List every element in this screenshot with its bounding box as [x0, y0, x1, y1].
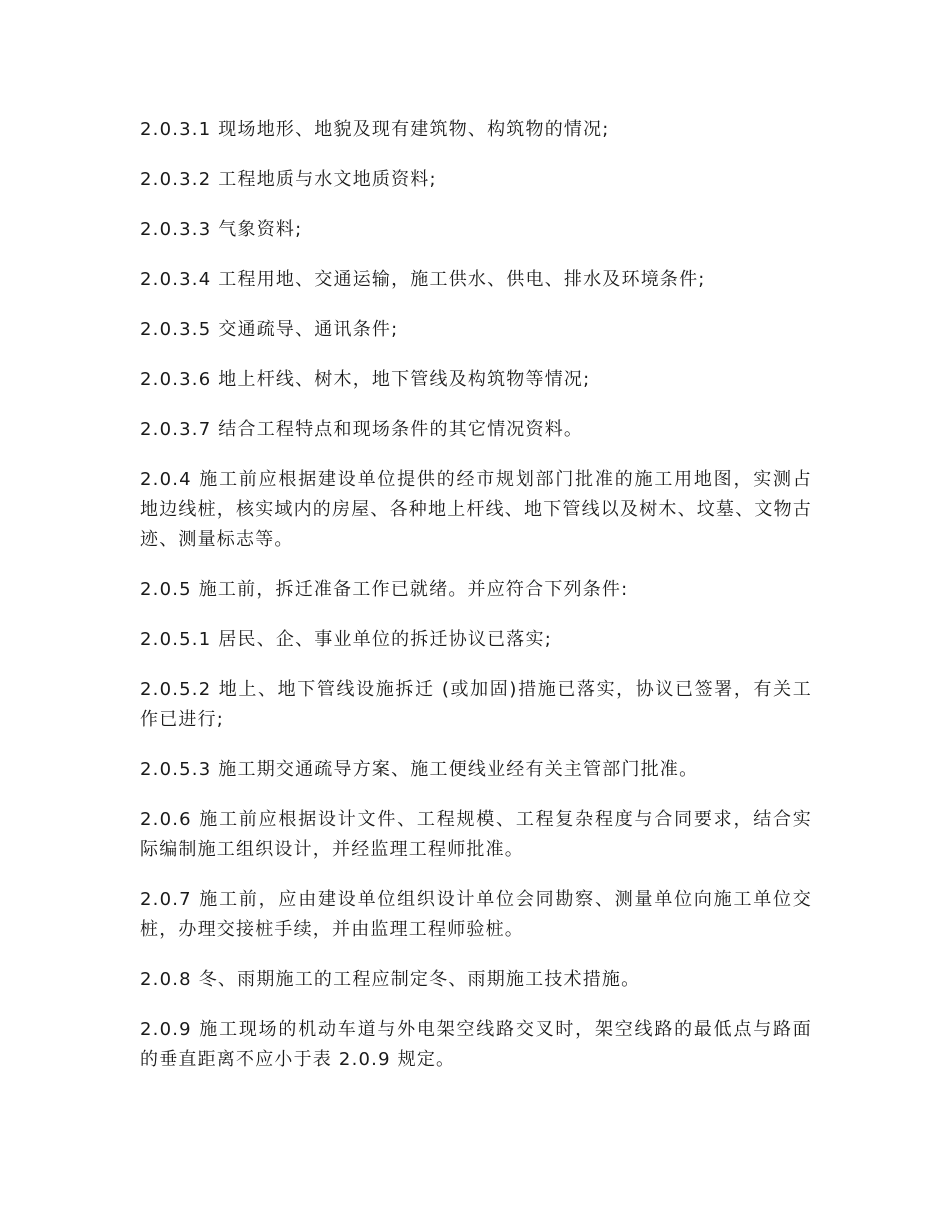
- clause-2-0-5-2: 2.0.5.2 地上、地下管线设施拆迁 (或加固)措施已落实，协议已签署，有关工作已进行;: [140, 679, 812, 730]
- clause-2-0-7: 2.0.7 施工前，应由建设单位组织设计单位会同勘察、测量单位向施工单位交桩，办理交接桩手续，并由监理工程师验桩。: [140, 889, 812, 940]
- clause-2-0-3-2: 2.0.3.2 工程地质与水文地质资料;: [140, 169, 437, 190]
- clause-2-0-3-1: 2.0.3.1 现场地形、地貌及现有建筑物、构筑物的情况;: [140, 119, 610, 140]
- document-body: [140, 115, 812, 1095]
- clause-2-0-3-7: 2.0.3.7 结合工程特点和现场条件的其它情况资料。: [140, 419, 584, 440]
- clause-2-0-4: 2.0.4 施工前应根据建设单位提供的经市规划部门批准的施工用地图，实测占地边线桩，核实域内的房屋、各种地上杆线、地下管线以及树木、坟墓、文物古迹、测量标志等。: [140, 469, 812, 550]
- clause-2-0-5-3: 2.0.5.3 施工期交通疏导方案、施工便线业经有关主管部门批准。: [140, 759, 699, 780]
- clause-2-0-3-3: 2.0.3.3 气象资料;: [140, 219, 303, 240]
- clause-2-0-8: 2.0.8 冬、雨期施工的工程应制定冬、雨期施工技术措施。: [140, 969, 641, 990]
- clause-2-0-3-4: 2.0.3.4 工程用地、交通运输，施工供水、供电、排水及环境条件;: [140, 269, 706, 290]
- clause-2-0-3-6: 2.0.3.6 地上杆线、树木，地下管线及构筑物等情况;: [140, 369, 591, 390]
- clause-2-0-3-5: 2.0.3.5 交通疏导、通讯条件;: [140, 319, 399, 340]
- clause-2-0-9: 2.0.9 施工现场的机动车道与外电架空线路交叉时，架空线路的最低点与路面的垂直距离不应小于表 2.0.9 规定。: [140, 1019, 812, 1070]
- clause-2-0-5-1: 2.0.5.1 居民、企、事业单位的拆迁协议已落实;: [140, 629, 552, 650]
- clause-2-0-6: 2.0.6 施工前应根据设计文件、工程规模、工程复杂程度与合同要求，结合实际编制施工组织设计，并经监理工程师批准。: [140, 809, 812, 860]
- clause-2-0-5: 2.0.5 施工前，拆迁准备工作已就绪。并应符合下列条件:: [140, 579, 629, 600]
